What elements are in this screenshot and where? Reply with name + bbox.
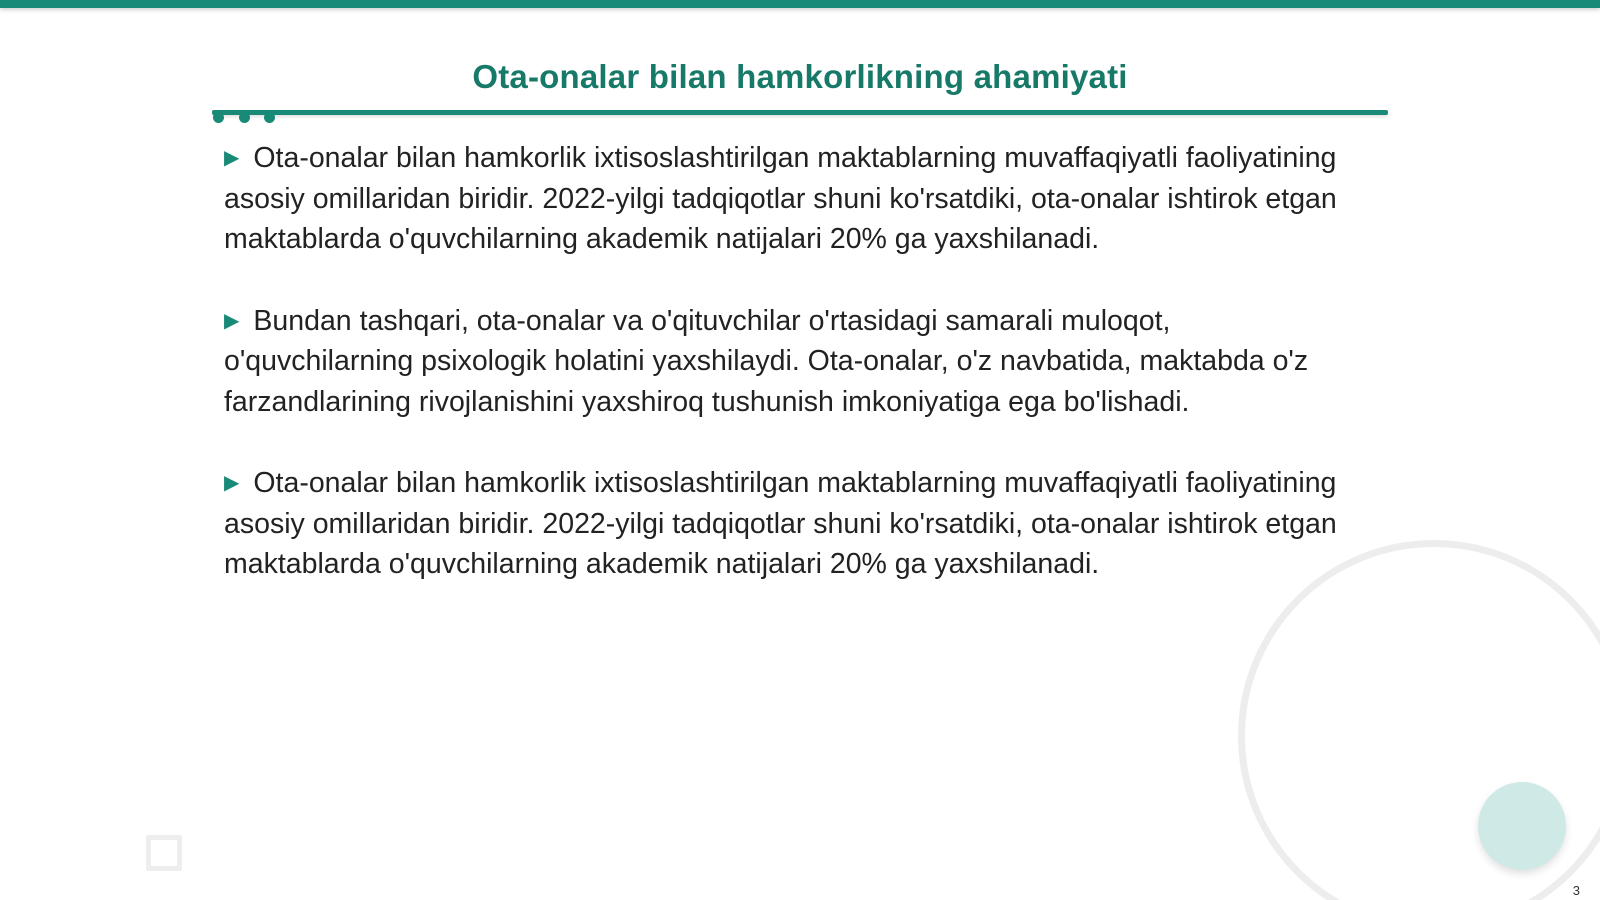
decorative-dot — [239, 112, 250, 123]
triangle-right-icon: ▶ — [224, 472, 240, 494]
top-accent-bar — [0, 0, 1600, 8]
decorative-dot — [264, 112, 275, 123]
page-number: 3 — [1572, 883, 1580, 898]
slide-title: Ota-onalar bilan hamkorlikning ahamiyati — [472, 58, 1128, 95]
bullet-paragraph-3 — [224, 463, 1352, 585]
bullet-list — [224, 138, 1352, 626]
title-underline — [212, 110, 1388, 115]
decorative-dot — [213, 112, 224, 123]
triangle-right-icon: ▶ — [224, 309, 240, 332]
triangle-right-icon: ▶ — [224, 147, 240, 169]
bullet-paragraph-2 — [224, 301, 1352, 423]
decorative-bubble — [1478, 782, 1566, 870]
bullet-text-1: Ota-onalar bilan hamkorlik ixtisoslashtirilgan maktablarning muvaffaqiyatli faoliyatining asosiy omillaridan biridir. 2022-yilgi tadqiqotlar shuni ko'rsatdiki, ota-onalar ishtirok etgan maktablarda o'quvchilarning akademik natijalari 20% ga yaxshilanadi. — [224, 142, 1337, 255]
bullet-paragraph-1 — [224, 138, 1352, 260]
decorative-square — [146, 835, 182, 871]
bullet-text-3: Ota-onalar bilan hamkorlik ixtisoslashtirilgan maktablarning muvaffaqiyatli faoliyatining asosiy omillaridan biridir. 2022-yilgi tadqiqotlar shuni ko'rsatdiki, ota-onalar ishtirok etgan maktablarda o'quvchilarning akademik natijalari 20% ga yaxshilanadi. — [224, 467, 1337, 580]
bullet-text-2: Bundan tashqari, ota-onalar va o'qituvchilar o'rtasidagi samarali muloqot, o'quvchilarning psixologik holatini yaxshilaydi. Ota-onalar, o'z navbatida, maktabda o'z farzandlarining rivojlanishini yaxshiroq tushunish imkoniyatiga ega bo'lishadi. — [224, 304, 1309, 418]
